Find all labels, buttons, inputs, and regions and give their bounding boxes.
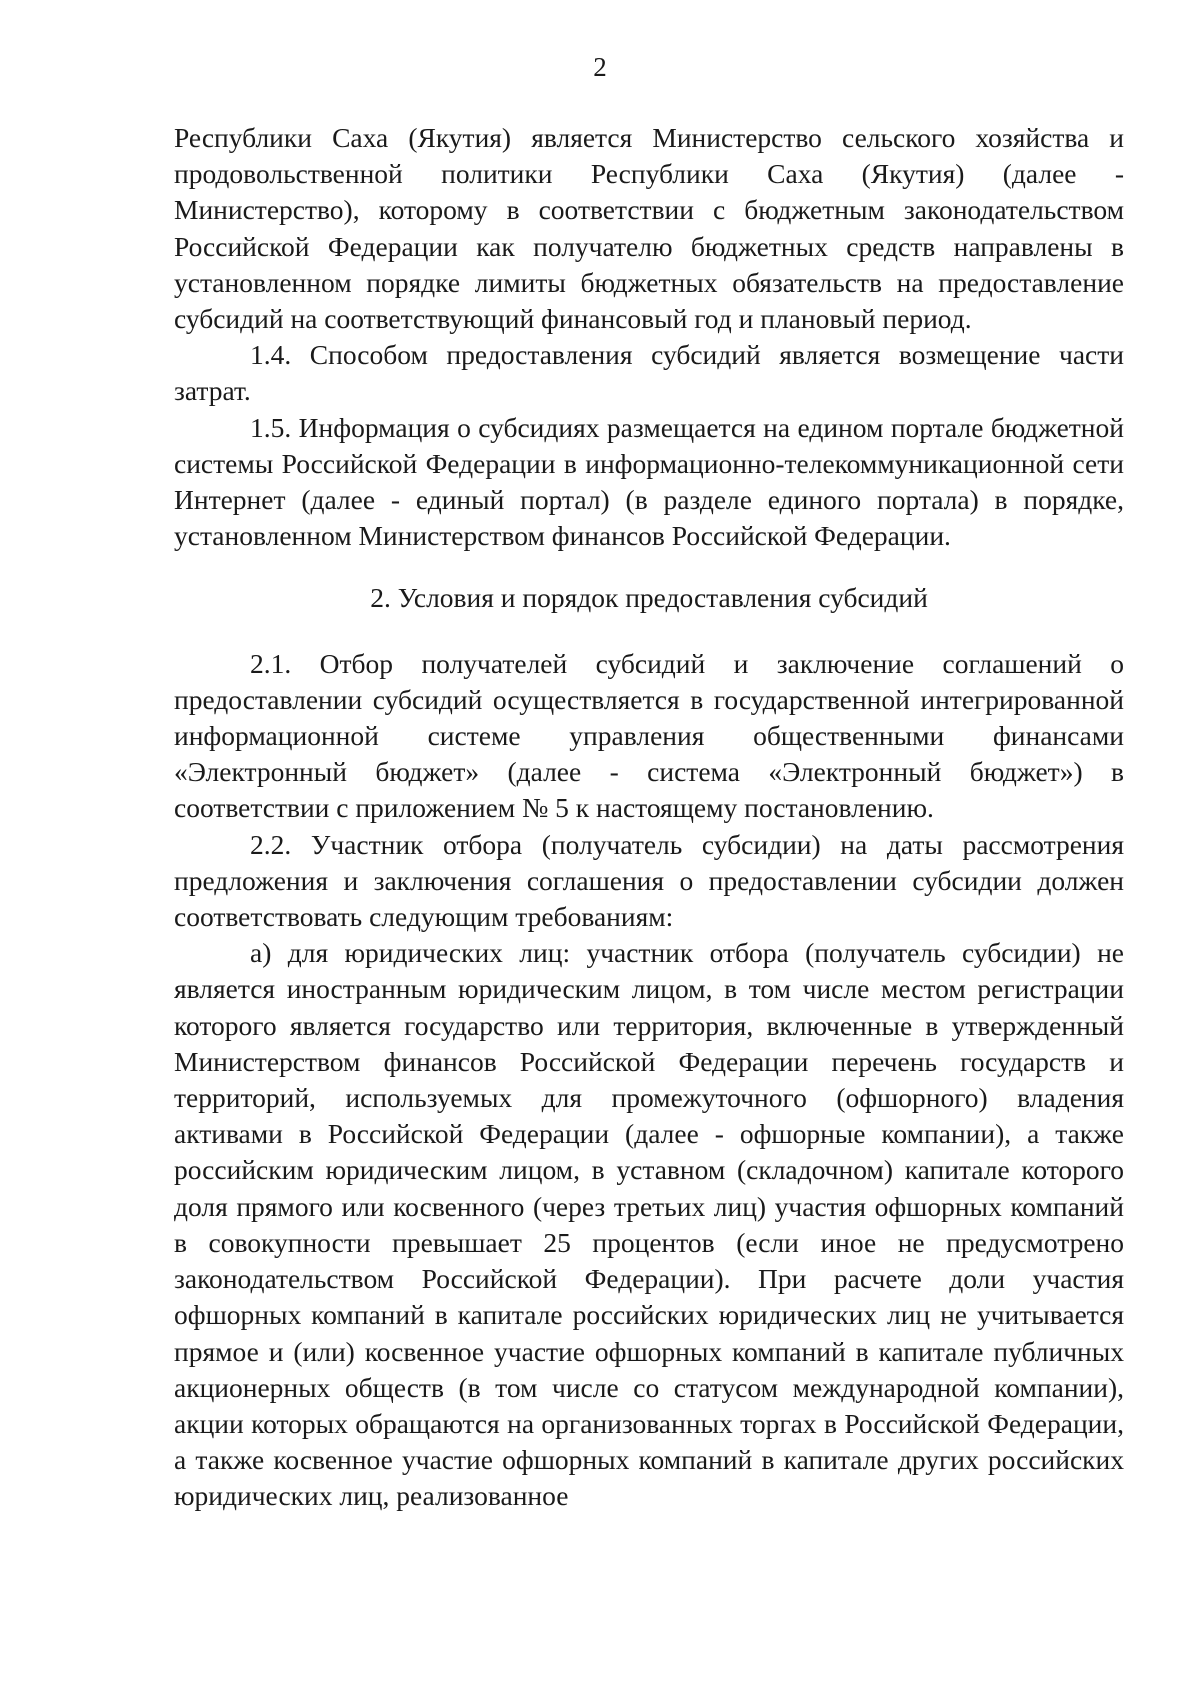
paragraph-intro: Республики Саха (Якутия) является Министерство сельского хозяйства и продовольственной политики Республики Саха (Якутия) (далее - Министерство), которому в соответствии с бюджетным законодательством Российской Федерации как получателю бюджетных средств направлены в установленном порядке лимиты бюджетных обязательств на предоставление субсидий на соответствующий финансовый год и плановый период. <box>174 122 1124 335</box>
page-number: 2 <box>593 52 607 82</box>
paragraph-1-4: 1.4. Способом предоставления субсидий является возмещение части затрат. <box>174 339 1124 407</box>
paragraph-1-5: 1.5. Информация о субсидиях размещается на едином портале бюджетной системы Российской Федерации в информационно-телекоммуникационной сети Интернет (далее - единый портал) (в разделе единого портала) в порядке, установленном Министерством финансов Российской Федерации. <box>174 411 1124 552</box>
paragraph-2-2-a: а) для юридических лиц: участник отбора (получатель субсидии) не является иностранным юридическим лицом, в том числе местом регистрации которого является государство или территория, включенные в утвержденный Министерством финансов Российской Федерации перечень государств и территорий, используемых для промежуточного (офшорного) владения активами в Российской Федерации (далее - офшорные компании), а также российским юридическим лицом, в уставном (складочном) капитале которого доля прямого или косвенного (через третьих лиц) участия офшорных компаний в совокупности превышает 25 процентов (если иное не предусмотрено законодательством Российской Федерации). При расчете доли участия офшорных компаний в капитале российских юридических лиц не учитывается прямое и (или) косвенное участие офшорных компаний в капитале публичных акционерных обществ (в том числе со статусом международной компании), акции которых обращаются на организованных торгах в Российской Федерации, а также косвенное участие офшорных компаний в капитале других российских юридических лиц, реализованное <box>174 937 1124 1512</box>
section-2-title: 2. Условия и порядок предоставления субсидий <box>370 582 928 614</box>
paragraph-2-1: 2.1. Отбор получателей субсидий и заключение соглашений о предоставлении субсидий осуществляется в государственной интегрированной информационной системе управления общественными финансами «Электронный бюджет» (далее - система «Электронный бюджет») в соответствии с приложением № 5 к настоящему постановлению. <box>174 647 1124 824</box>
document-body <box>174 120 1124 1515</box>
paragraph-2-2: 2.2. Участник отбора (получатель субсидии) на даты рассмотрения предложения и заключения соглашения о предоставлении субсидии должен соответствовать следующим требованиям: <box>174 828 1124 933</box>
